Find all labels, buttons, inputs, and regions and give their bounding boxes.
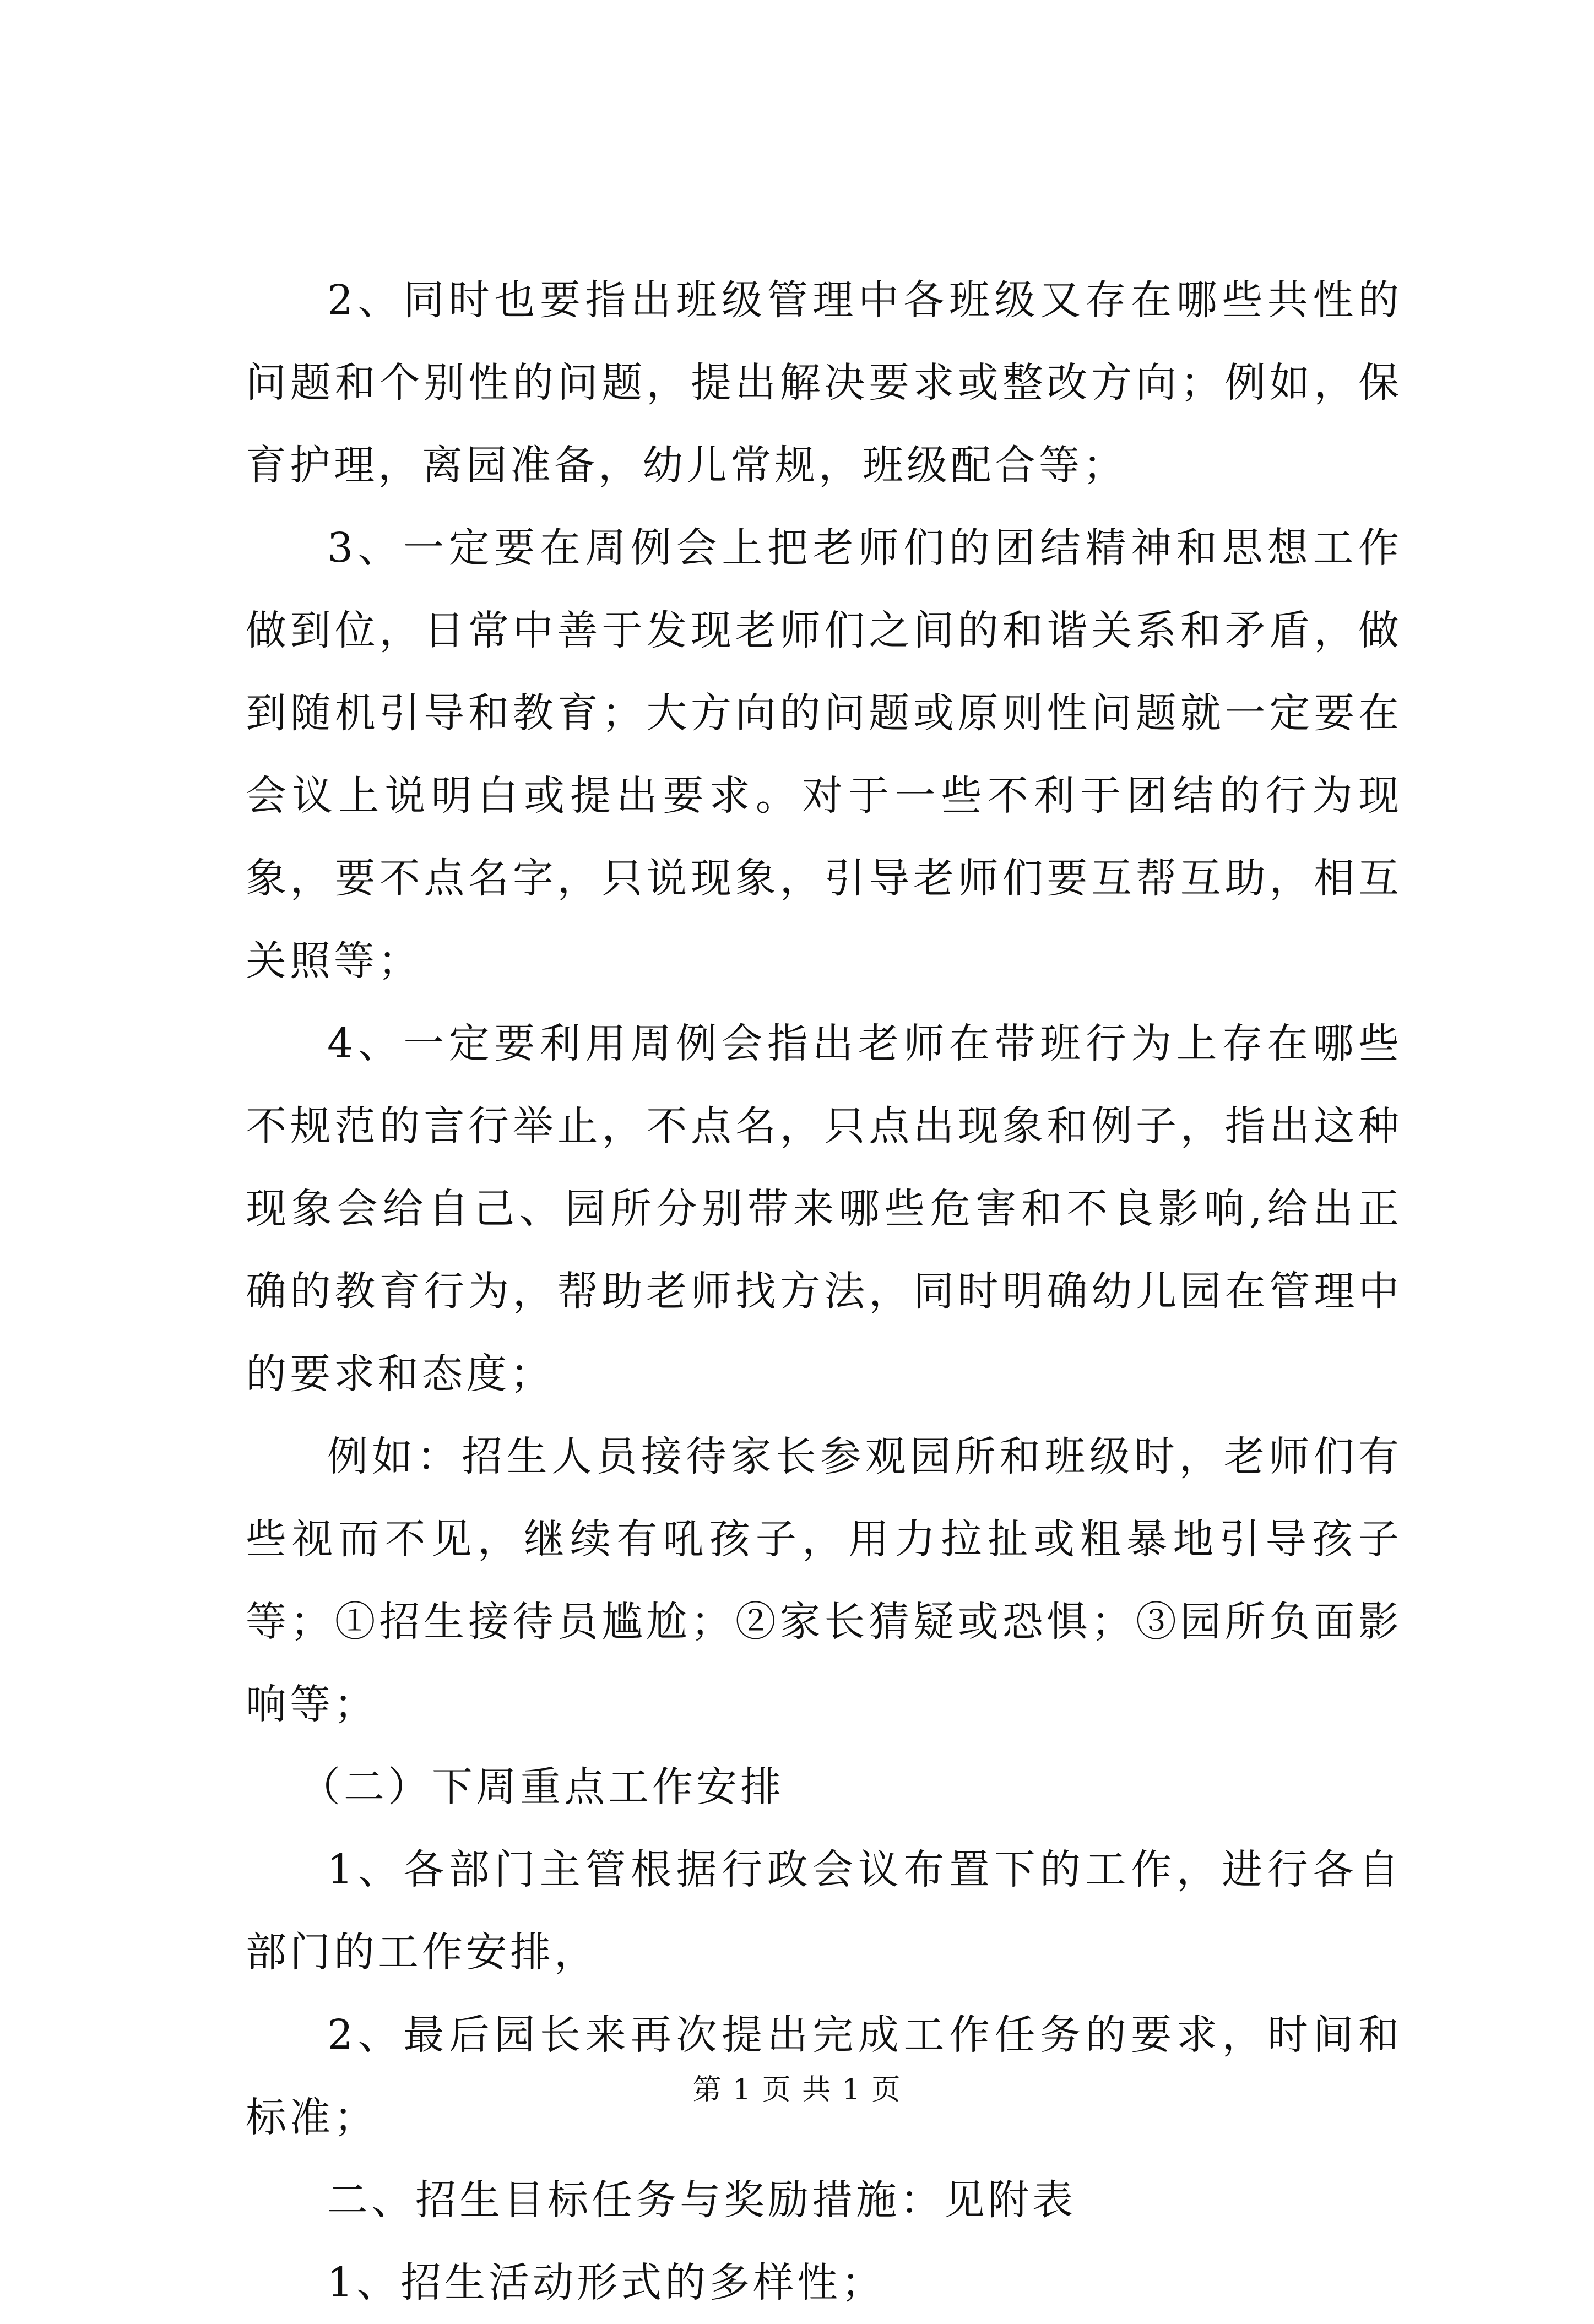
paragraph-point-2: 2、同时也要指出班级管理中各班级又存在哪些共性的问题和个别性的问题，提出解决要求或整改方向；例如，保育护理，离园准备，幼儿常规，班级配合等； [246,276,1402,489]
paragraph-point-3: 3、一定要在周例会上把老师们的团结精神和思想工作做到位，日常中善于发现老师们之间的和谐关系和矛盾，做到随机引导和教育；大方向的问题或原则性问题就一定要在会议上说明白或提出要求。对于一些不利于团结的行为现象，要不点名字，只说现象，引导老师们要互帮互助，相互关照等； [246,524,1402,985]
paragraph-example: 例如：招生人员接待家长参观园所和班级时，老师们有些视而不见，继续有吼孩子，用力拉扯或粗暴地引导孩子等；①招生接待员尴尬；②家长猜疑或恐惧；③园所负面影响等； [246,1433,1402,1728]
paragraph-point-4: 4、一定要利用周例会指出老师在带班行为上存在哪些不规范的言行举止，不点名，只点出现象和例子，指出这种现象会给自己、园所分别带来哪些危害和不良影响,给出正确的教育行为，帮助老师找方法，同时明确幼儿园在管理中的要求和态度； [246,1020,1402,1398]
document-body [246,259,1402,2324]
page-footer: 第 1 页 共 1 页 [692,2073,902,2106]
paragraph-enrollment-1: 1、招生活动形式的多样性； [327,2259,886,2306]
paragraph-next-week-2: 2、最后园长来再次提出完成工作任务的要求，时间和标准； [246,2011,1402,2141]
section-heading-enrollment: 二、招生目标任务与奖励措施：见附表 [327,2176,1076,2224]
section-heading-next-week: （二）下周重点工作安排 [300,1763,784,1811]
paragraph-next-week-1: 1、各部门主管根据行政会议布置下的工作，进行各自部门的工作安排， [246,1846,1402,1976]
